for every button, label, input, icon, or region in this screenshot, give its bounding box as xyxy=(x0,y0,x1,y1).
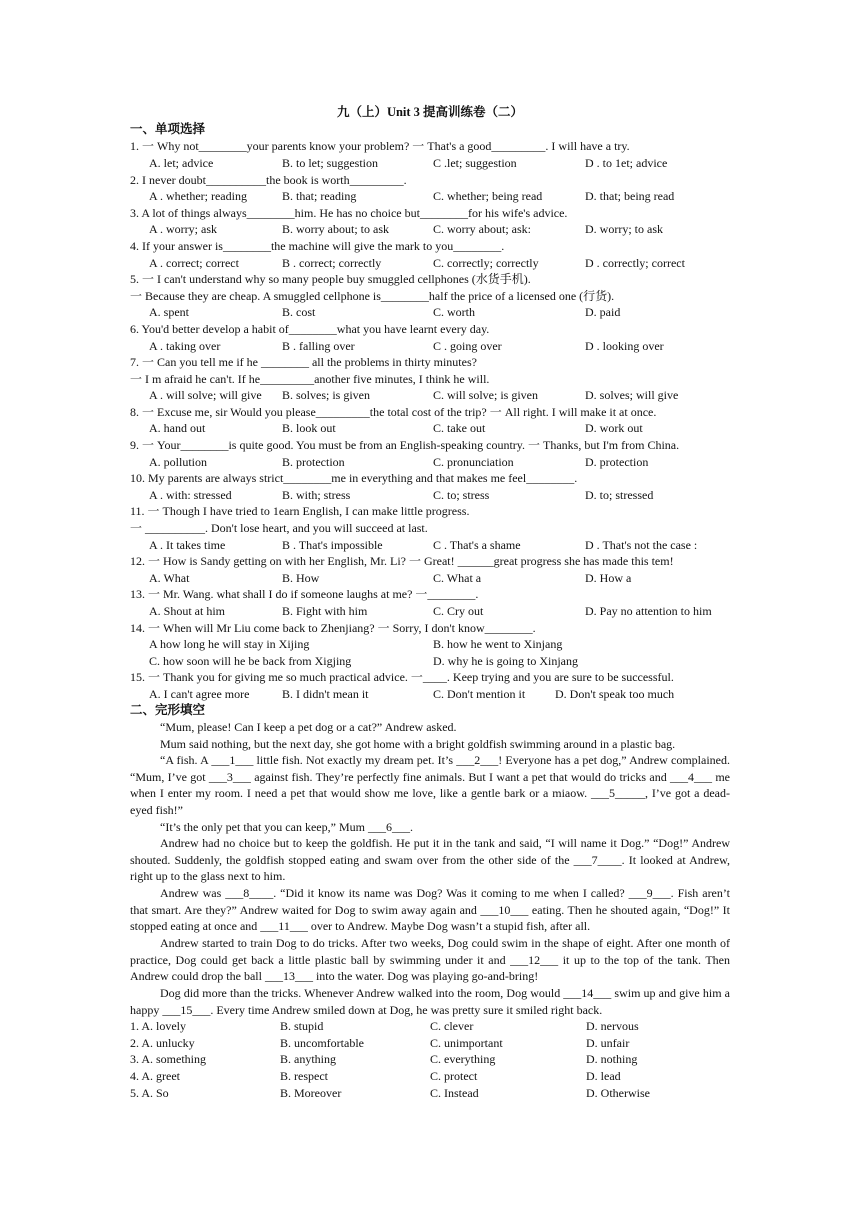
option-a: A . with: stressed xyxy=(149,488,232,502)
option-d: D. Pay no attention to him xyxy=(585,604,712,618)
option-b: B . falling over xyxy=(282,339,355,353)
option-c: C. whether; being read xyxy=(433,189,543,203)
paragraph-text: Andrew had no choice but to keep the goldfish. He put it in the tank and said, “I will name it Dog.” “Dog!” Andrew shouted. Suddenly, the goldfish stopped eating and swam over from the other side of the ___7____. It looked at Andrew, right up to the glass next to him. xyxy=(130,836,730,884)
option-b: B. respect xyxy=(280,1069,328,1083)
option-b: B. that; reading xyxy=(282,189,357,203)
passage-paragraph-2 xyxy=(130,736,730,753)
option-b: B. anything xyxy=(280,1052,336,1066)
option-c: C. Instead xyxy=(430,1086,479,1100)
question-10: 10. My parents are always strict________me in everything and that makes me feel________. xyxy=(130,471,578,485)
option-b: B. protection xyxy=(282,455,345,469)
question-13: 13. 一 Mr. Wang. what shall I do if someone laughs at me? 一________. xyxy=(130,587,479,601)
paragraph-text: Andrew started to train Dog to do tricks. After two weeks, Dog could swim in the shape of eight. After one month of practice, Dog could get back a little plastic ball by swimming under it and ___12___ it up to the top of the tank. Then Andrew could drop the ball ___13___ into the water. Dog was playing go-and-bring! xyxy=(130,936,730,984)
option-d: D. nervous xyxy=(586,1019,639,1033)
question-15: 15. 一 Thank you for giving me so much practical advice. 一____. Keep trying and you are sure to be successful. xyxy=(130,670,674,684)
option-c: C. to; stress xyxy=(433,488,490,502)
option-a: A. I can't agree more xyxy=(149,687,250,701)
question-5: 5. 一 I can't understand why so many people buy smuggled cellphones (水货手机). xyxy=(130,272,531,286)
option-d: D. paid xyxy=(585,305,621,319)
option-d: D. unfair xyxy=(586,1036,630,1050)
option-a: A. What xyxy=(149,571,190,585)
option-c: C .let; suggestion xyxy=(433,156,517,170)
option-a: A. spent xyxy=(149,305,189,319)
option-c: C. everything xyxy=(430,1052,496,1066)
option-c: C. Cry out xyxy=(433,604,484,618)
question-6: 6. You'd better develop a habit of________what you have learnt every day. xyxy=(130,322,490,336)
option-b: B. stupid xyxy=(280,1019,324,1033)
question-3: 3. A lot of things always________him. He has no choice but________for his wife's advice. xyxy=(130,206,568,220)
option-c: C. worth xyxy=(433,305,475,319)
option-b: B. solves; is given xyxy=(282,388,371,402)
option-b: B. to let; suggestion xyxy=(282,156,378,170)
option-b: B. look out xyxy=(282,421,336,435)
question-7: 7. 一 Can you tell me if he ________ all the problems in thirty minutes? xyxy=(130,355,477,369)
question-2: 2. I never doubt__________the book is worth_________. xyxy=(130,173,407,187)
option-b: B. worry about; to ask xyxy=(282,222,389,236)
option-a: A . whether; reading xyxy=(149,189,247,203)
option-d: D. to; stressed xyxy=(585,488,654,502)
option-d: D. Don't speak too much xyxy=(555,687,675,701)
passage-paragraph-3 xyxy=(130,752,730,818)
passage-paragraph-8 xyxy=(130,985,730,1018)
option-a: A . correct; correct xyxy=(149,256,239,270)
question-1: 1. 一 Why not________your parents know your problem? 一 That's a good_________. I will have a try. xyxy=(130,139,630,153)
section-heading-cloze: 二、完形填空 xyxy=(130,702,206,717)
option-d: D. work out xyxy=(585,421,643,435)
passage-paragraph-5 xyxy=(130,835,730,885)
passage-paragraph-1 xyxy=(130,719,730,736)
paragraph-text: “It’s the only pet that you can keep,” Mum ___6___. xyxy=(160,820,413,834)
option-c: C. will solve; is given xyxy=(433,388,538,402)
option-b: B. Moreover xyxy=(280,1086,342,1100)
option-c: C. correctly; correctly xyxy=(433,256,539,270)
option-d: D. Otherwise xyxy=(586,1086,650,1100)
option-c: C. take out xyxy=(433,421,486,435)
option-d: D . That's not the case : xyxy=(585,538,698,552)
option-b: B . That's impossible xyxy=(282,538,383,552)
option-a: A. let; advice xyxy=(149,156,214,170)
paragraph-text: “A fish. A ___1___ little fish. Not exactly my dream pet. It’s ___2___! Everyone has a pet dog,” Andrew complained. “Mum, I’ve got ___3___ against fish. They’re perfectly fine animals. But I want a pet that would do tricks and ___4___ me when I enter my room. I need a pet that would show me love, like a gentle bark or a miaow. ___5_____, I’ve got a dead-eyed fish!” xyxy=(130,753,730,817)
question-12: 12. 一 How is Sandy getting on with her English, Mr. Li? 一 Great! ______great progress she has made this tem! xyxy=(130,554,674,568)
option-a: 4. A. greet xyxy=(130,1069,180,1083)
question-14: 14. 一 When will Mr Liu come back to Zhenjiang? 一 Sorry, I don't know________. xyxy=(130,621,536,635)
option-a: A . worry; ask xyxy=(149,222,217,236)
page-title: 九（上）Unit 3 提高训练卷（二） xyxy=(336,105,524,119)
option-a: A how long he will stay in Xijing xyxy=(149,637,310,651)
paragraph-text: “Mum, please! Can I keep a pet dog or a cat?” Andrew asked. xyxy=(160,720,457,734)
option-a: A. Shout at him xyxy=(149,604,226,618)
option-b: B. How xyxy=(282,571,320,585)
option-d: D. solves; will give xyxy=(585,388,679,402)
question-8: 8. 一 Excuse me, sir Would you please_________the total cost of the trip? 一 All right. I will make it at once. xyxy=(130,405,657,419)
option-a: 5. A. So xyxy=(130,1086,169,1100)
option-a: 2. A. unlucky xyxy=(130,1036,195,1050)
option-d: D. nothing xyxy=(586,1052,638,1066)
option-c: C. protect xyxy=(430,1069,478,1083)
option-c: C. unimportant xyxy=(430,1036,503,1050)
option-a: A. hand out xyxy=(149,421,206,435)
option-a: 3. A. something xyxy=(130,1052,207,1066)
option-c: C. Don't mention it xyxy=(433,687,526,701)
option-a: A . taking over xyxy=(149,339,221,353)
option-c: C. What a xyxy=(433,571,482,585)
question-4: 4. If your answer is________the machine will give the mark to you________. xyxy=(130,239,505,253)
option-d: D. lead xyxy=(586,1069,621,1083)
paragraph-text: Mum said nothing, but the next day, she got home with a bright goldfish swimming around in a plastic bag. xyxy=(160,737,676,751)
option-b: B. uncomfortable xyxy=(280,1036,364,1050)
option-b: B. cost xyxy=(282,305,316,319)
option-d: D. that; being read xyxy=(585,189,675,203)
option-c: C. clever xyxy=(430,1019,474,1033)
option-b: B. Fight with him xyxy=(282,604,368,618)
passage-paragraph-7 xyxy=(130,935,730,985)
passage-paragraph-4 xyxy=(130,819,730,836)
option-c: C. pronunciation xyxy=(433,455,514,469)
option-c: C . going over xyxy=(433,339,502,353)
option-a: A . will solve; will give xyxy=(149,388,262,402)
question-11-line-2: 一 __________. Don't lose heart, and you will succeed at last. xyxy=(130,521,428,535)
option-c: C. how soon will he be back from Xigjing xyxy=(149,654,352,668)
option-b: B. with; stress xyxy=(282,488,351,502)
section-heading-multiple-choice: 一、单项选择 xyxy=(130,121,206,136)
option-c: C . That's a shame xyxy=(433,538,521,552)
option-a: A. pollution xyxy=(149,455,208,469)
option-a: 1. A. lovely xyxy=(130,1019,186,1033)
option-d: D. why he is going to Xinjang xyxy=(433,654,578,668)
option-d: D. protection xyxy=(585,455,649,469)
question-11: 11. 一 Though I have tried to 1earn English, I can make little progress. xyxy=(130,504,470,518)
option-c: C. worry about; ask: xyxy=(433,222,531,236)
question-9: 9. 一 Your________is quite good. You must be from an English-speaking country. 一 Thanks, but I'm from China. xyxy=(130,438,680,452)
option-b: B. I didn't mean it xyxy=(282,687,369,701)
paragraph-text: Dog did more than the tricks. Whenever Andrew walked into the room, Dog would ___14___ swim up and give him a happy ___15___. Every time Andrew smiled down at Dog, he was pretty sure it smiled right back. xyxy=(130,986,730,1017)
passage-paragraph-6 xyxy=(130,885,730,935)
question-7-line-2: 一 I m afraid he can't. If he_________another five minutes, I think he will. xyxy=(130,372,490,386)
option-b: B. how he went to Xinjang xyxy=(433,637,563,651)
option-b: B . correct; correctly xyxy=(282,256,382,270)
option-d: D . correctly; correct xyxy=(585,256,685,270)
option-d: D. worry; to ask xyxy=(585,222,663,236)
question-5-line-2: 一 Because they are cheap. A smuggled cellphone is________half the price of a licensed one (行货). xyxy=(130,289,615,303)
option-d: D. How a xyxy=(585,571,632,585)
paragraph-text: Andrew was ___8____. “Did it know its name was Dog? Was it coming to me when I called? ___9___. Fish aren’t that smart. Are they?” Andrew waited for Dog to swim away again and ___10___ eating. Then he shouted again, “Dog!” It stopped eating at once and ___11___ over to Andrew. Maybe Dog wasn’t a stupid fish, after all. xyxy=(130,886,730,934)
option-d: D . looking over xyxy=(585,339,664,353)
option-a: A . It takes time xyxy=(149,538,226,552)
option-d: D . to 1et; advice xyxy=(585,156,668,170)
